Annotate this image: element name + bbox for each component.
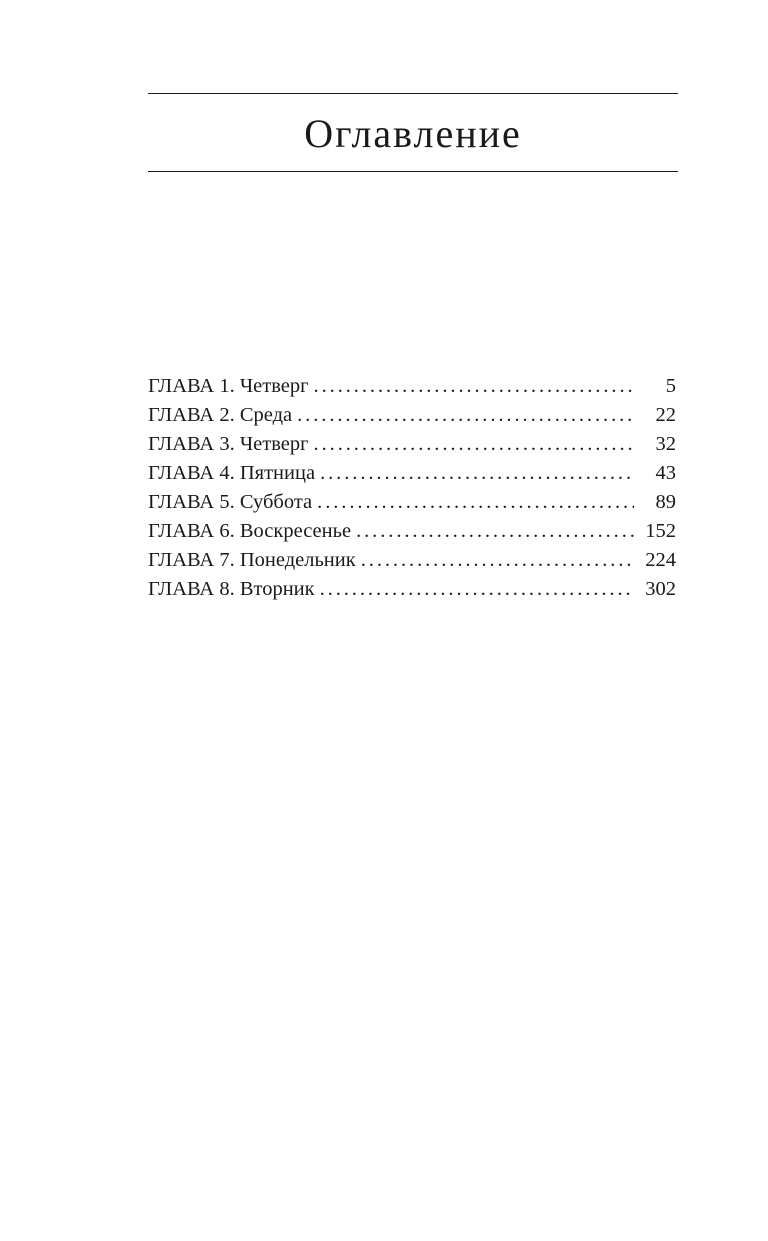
dot-leader: [314, 372, 634, 401]
toc-entry-title: [148, 488, 312, 517]
toc-chapter-label: ГЛАВА 1.: [148, 375, 235, 397]
dot-leader: [297, 401, 634, 430]
toc-chapter-title: Суббота: [239, 491, 313, 513]
dot-leader: [320, 575, 634, 604]
toc-page-number: 5: [665, 375, 676, 397]
toc-page-number: 302: [645, 578, 676, 600]
toc-page-number: 43: [655, 462, 676, 484]
dot-leader: [314, 430, 634, 459]
dot-leader: [317, 488, 634, 517]
toc-entry-3[interactable]: [148, 430, 676, 459]
toc-chapter-title: Воскресенье: [239, 520, 352, 542]
dot-leader: [320, 459, 634, 488]
toc-page-number: 152: [645, 520, 676, 542]
toc-entry-title: [148, 401, 292, 430]
toc-entry-5[interactable]: [148, 488, 676, 517]
toc-chapter-label: ГЛАВА 8.: [148, 578, 235, 600]
toc-page-number: 89: [655, 491, 676, 513]
dot-leader: [361, 546, 634, 575]
toc-entry-8[interactable]: [148, 575, 676, 604]
toc-chapter-title: Четверг: [239, 375, 309, 397]
toc-page-number: 22: [655, 404, 676, 426]
toc-chapter-label: ГЛАВА 3.: [148, 433, 235, 455]
toc-entry-title: [148, 430, 309, 459]
toc-chapter-title: Среда: [239, 404, 293, 426]
toc-entry-title: [148, 459, 315, 488]
toc-chapter-title: Четверг: [239, 433, 309, 455]
toc-entry-7[interactable]: [148, 546, 676, 575]
toc-chapter-label: ГЛАВА 5.: [148, 491, 235, 513]
toc-entry-6[interactable]: [148, 517, 676, 546]
dot-leader: [356, 517, 634, 546]
table-of-contents: [148, 372, 676, 604]
bottom-rule: [148, 171, 678, 172]
toc-entry-1[interactable]: [148, 372, 676, 401]
toc-chapter-label: ГЛАВА 6.: [148, 520, 235, 542]
toc-page-number: 32: [655, 433, 676, 455]
toc-chapter-label: ГЛАВА 2.: [148, 404, 235, 426]
toc-chapter-label: ГЛАВА 7.: [148, 549, 235, 571]
toc-chapter-title: Понедельник: [239, 549, 356, 571]
top-rule: [148, 93, 678, 94]
toc-entry-title: [148, 372, 309, 401]
toc-page-number: 224: [645, 549, 676, 571]
toc-entry-title: [148, 575, 315, 604]
toc-chapter-title: Пятница: [239, 462, 316, 484]
toc-chapter-title: Вторник: [239, 578, 315, 600]
page-title: Оглавление: [304, 111, 522, 156]
toc-entry-4[interactable]: [148, 459, 676, 488]
toc-entry-title: [148, 517, 351, 546]
toc-chapter-label: ГЛАВА 4.: [148, 462, 235, 484]
toc-entry-title: [148, 546, 356, 575]
toc-entry-2[interactable]: [148, 401, 676, 430]
